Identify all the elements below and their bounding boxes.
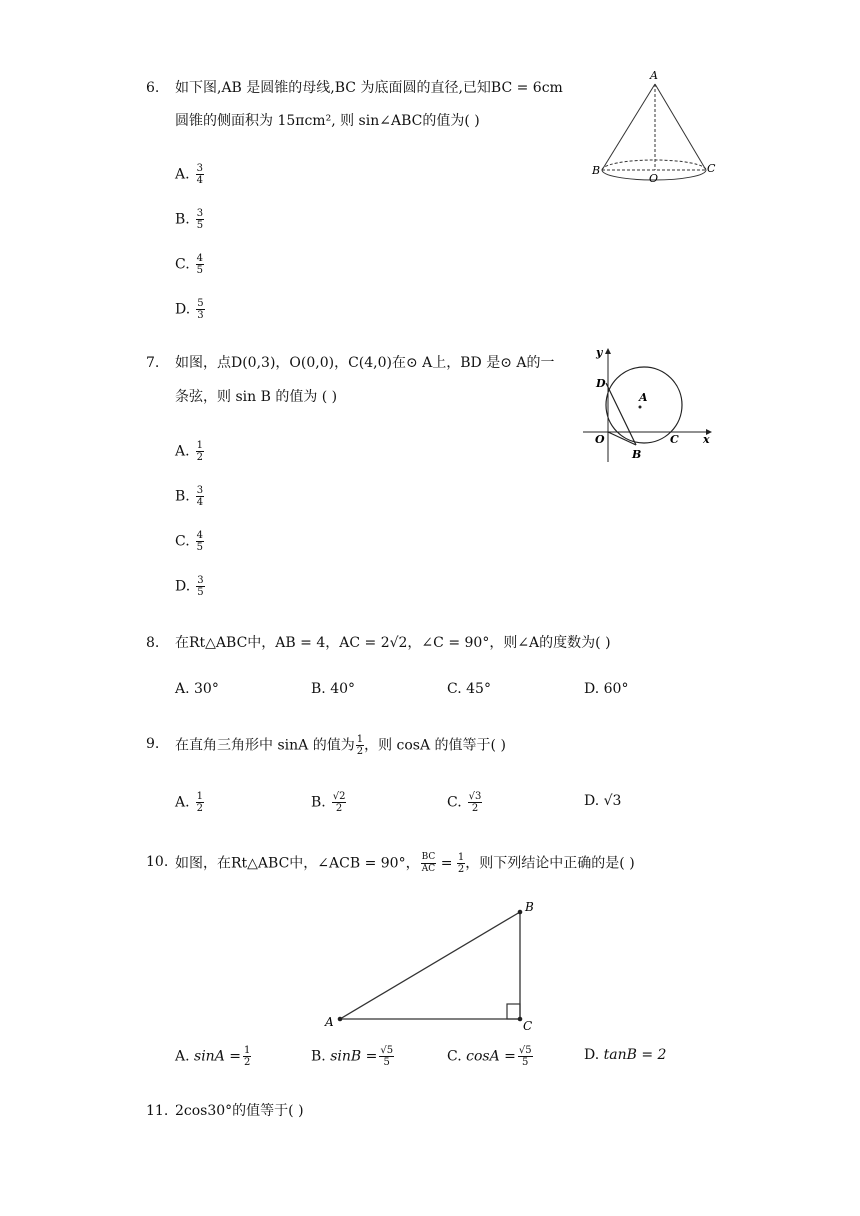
- q7-option-d[interactable]: [175, 575, 205, 598]
- fraction: $\frac{3}{4}$: [196, 163, 203, 186]
- fraction: $\frac{5}{3}$: [197, 298, 204, 321]
- label-a: A: [325, 1015, 334, 1029]
- label-c: C: [707, 162, 716, 175]
- label-d: D: [596, 377, 606, 390]
- fraction: $\frac{3}{5}$: [196, 208, 204, 231]
- label-y: y: [596, 346, 603, 359]
- label-c: C: [670, 433, 679, 446]
- q10-option-c[interactable]: C. cosA = $\frac{√5}{5}$: [447, 1045, 532, 1068]
- q6-option-a[interactable]: [175, 163, 204, 186]
- option-label: C.: [175, 533, 190, 550]
- cone-figure: [590, 66, 720, 186]
- question-6-number: 6.: [146, 80, 160, 96]
- question-6-line2: 圆锥的侧面积为 15πcm², 则 sin∠ABC的值为( ): [175, 113, 480, 129]
- label-a: A: [650, 69, 658, 82]
- q9-option-c[interactable]: C. $\frac{√3}{2}$: [447, 791, 482, 814]
- fraction: $\frac{3}{4}$: [196, 485, 204, 508]
- question-7-line2: 条弦，则 sin B 的值为 ( ): [175, 389, 338, 405]
- question-9-number: 9.: [146, 736, 160, 752]
- question-8-line1: 在Rt△ABC中，AB = 4，AC = 2√2，∠C = 90°，则∠A的度数为( ): [175, 635, 611, 651]
- label-o: O: [595, 433, 605, 446]
- label-a: A: [639, 391, 648, 404]
- q7-option-c[interactable]: [175, 530, 204, 553]
- q7-option-a[interactable]: [175, 440, 204, 463]
- q8-option-b[interactable]: B. 40°: [311, 681, 356, 697]
- q10-option-b[interactable]: B. sinB = $\frac{√5}{5}$: [311, 1045, 394, 1068]
- q6-option-c[interactable]: [175, 253, 204, 276]
- option-label: C.: [175, 256, 190, 273]
- question-6-line1: 如下图,AB 是圆锥的母线,BC 为底面圆的直径,已知BC = 6cm: [175, 80, 563, 96]
- question-9-line1: 在直角三角形中 sinA 的值为 $\frac{1}{2}$ ，则 cosA 的值等于( ): [175, 734, 506, 757]
- fraction: $\frac{1}{2}$: [196, 440, 203, 463]
- q10-option-a[interactable]: A. sinA = $\frac{1}{2}$: [175, 1045, 251, 1068]
- option-label: B.: [175, 211, 190, 228]
- option-label: A.: [175, 443, 190, 460]
- question-7-line1: 如图，点D(0,3)，O(0,0)，C(4,0)在⊙ A上，BD 是⊙ A的一: [175, 355, 555, 371]
- q9-option-b[interactable]: B. $\frac{√2}{2}$: [311, 791, 346, 814]
- option-label: A.: [175, 166, 190, 183]
- label-b: B: [632, 448, 642, 461]
- option-label: B.: [175, 488, 190, 505]
- question-10-number: 10.: [146, 854, 169, 870]
- q6-option-b[interactable]: [175, 208, 204, 231]
- question-11-line1: 2cos30°的值等于( ): [175, 1103, 304, 1119]
- fraction: $\frac{3}{5}$: [197, 575, 204, 598]
- circle-figure: [578, 342, 718, 467]
- q7-option-b[interactable]: [175, 485, 204, 508]
- triangle-figure: [322, 896, 552, 1036]
- q9-option-a[interactable]: A. $\frac{1}{2}$: [175, 791, 203, 814]
- question-11-number: 11.: [146, 1103, 169, 1119]
- label-o: O: [649, 172, 659, 185]
- fraction: $\frac{4}{5}$: [196, 253, 204, 276]
- q8-option-a[interactable]: A. 30°: [175, 681, 219, 697]
- question-10-line1: 如图，在Rt△ABC中，∠ACB = 90°， $\frac{BC}{AC}$ = $\frac{1}{2}$ ，则下列结论中正确的是( ): [175, 852, 635, 875]
- question-7-number: 7.: [146, 355, 160, 371]
- option-label: D.: [175, 301, 191, 318]
- q6-option-d[interactable]: [175, 298, 205, 321]
- label-b: B: [592, 164, 601, 177]
- q9-option-d[interactable]: D. √3: [584, 793, 622, 809]
- fraction: $\frac{4}{5}$: [196, 530, 204, 553]
- q8-option-d[interactable]: D. 60°: [584, 681, 629, 697]
- q8-option-c[interactable]: C. 45°: [447, 681, 491, 697]
- label-c: C: [523, 1019, 533, 1033]
- label-b: B: [525, 900, 534, 914]
- label-x: x: [703, 433, 710, 446]
- option-label: D.: [175, 578, 191, 595]
- question-8-number: 8.: [146, 635, 160, 651]
- q10-option-d[interactable]: D. tanB = 2: [584, 1047, 667, 1063]
